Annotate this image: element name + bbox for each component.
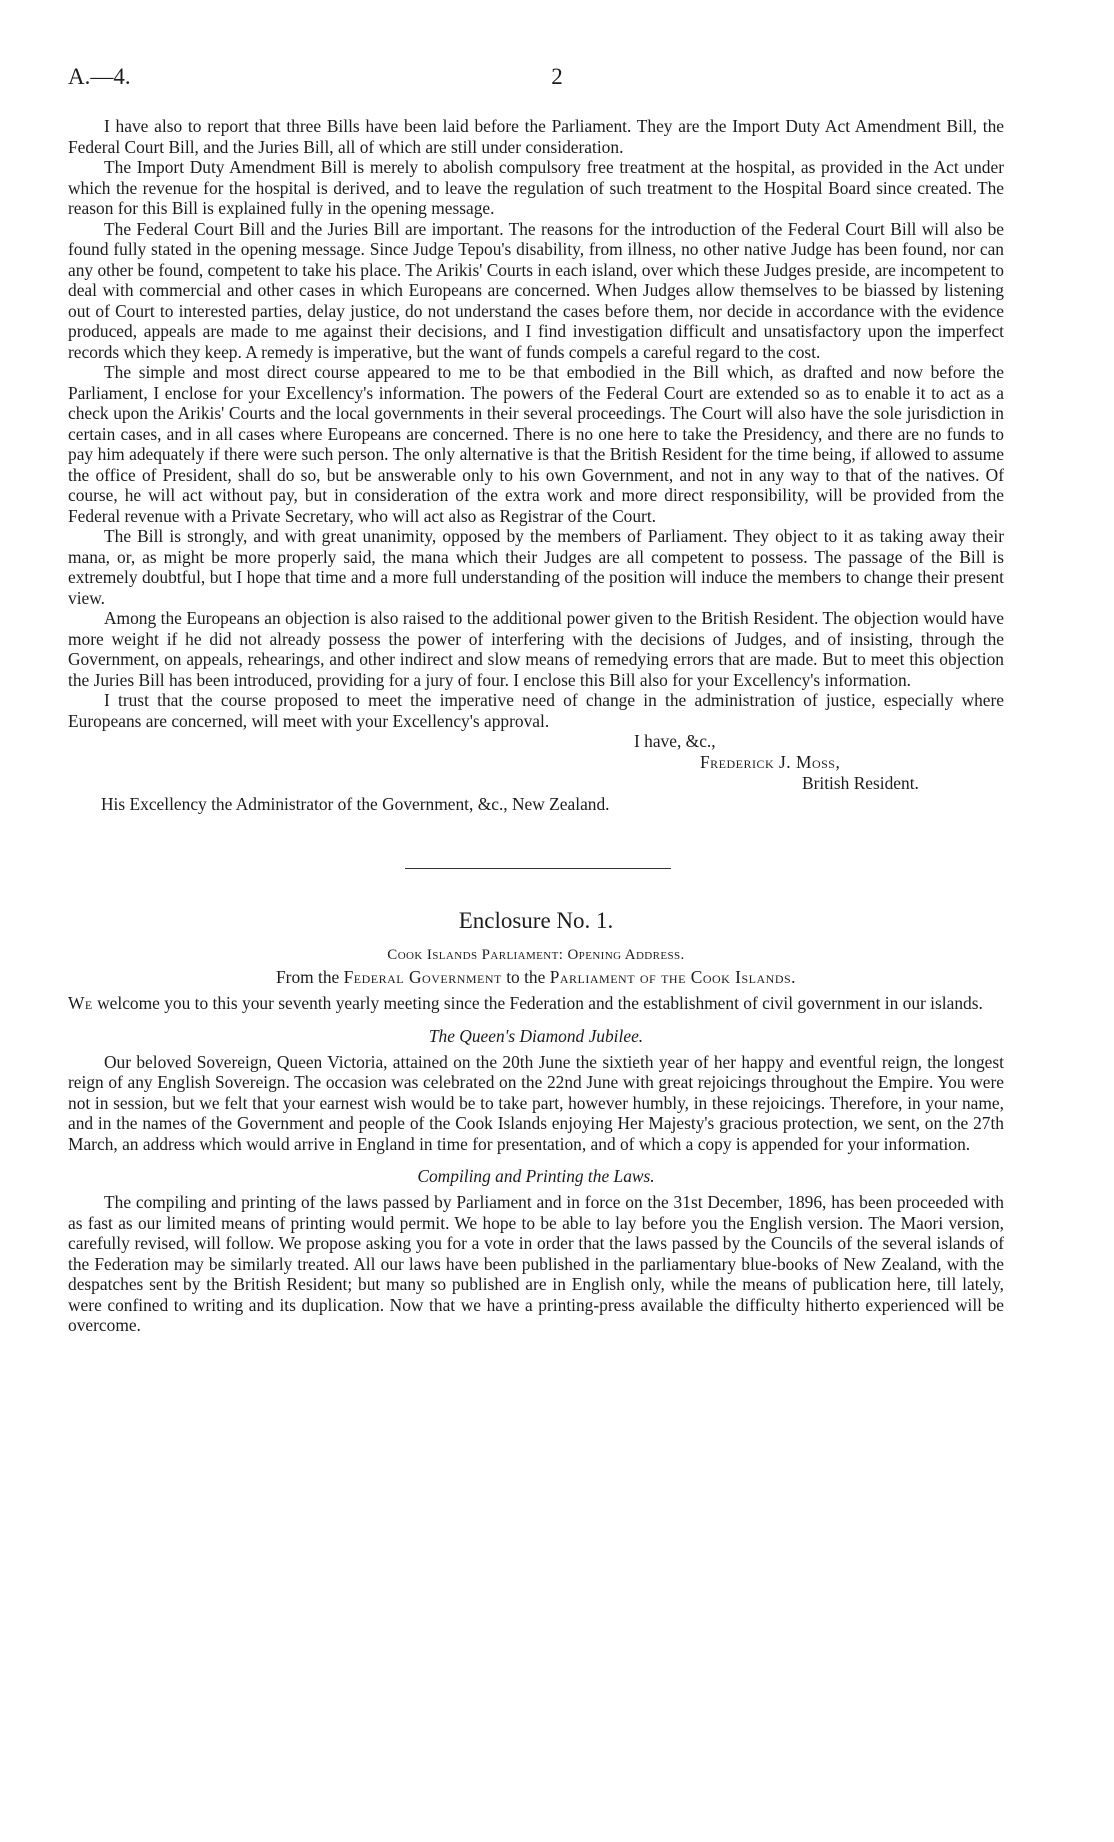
page-number: 2 [551,64,563,89]
enclosure-subtitle: Cook Islands Parliament: Opening Address. [387,947,685,963]
paragraph: The Import Duty Amendment Bill is merely to abolish compulsory free treatment at the hospital, as provided in the Act under which the revenue for the hospital is derived, and to leave the regulation of such treatment to the Hospital Board since created. The reason for this Bill is explained fully in the opening message. [68,157,1004,218]
section-paragraph: The compiling and printing of the laws passed by Parliament and in force on the 31st December, 1896, has been proceeded with as fast as our limited means of printing would permit. We hope to be able to lay before you the English version. The Maori version, carefully revised, will follow. We propose asking you for a vote in order that the laws passed by the Councils of the several islands of the Federation may be similarly treated. All our laws have been published in the parliamentary blue-books of New Zealand, with the despatches sent by the British Resident; but many so published are in English only, while the means of publication here, till lately, were confined to writing and its duplication. Now that we have a printing-press available the difficulty hitherto experienced will be overcome. [68,1192,1004,1335]
paragraph: The Bill is strongly, and with great unanimity, opposed by the members of Parliament. They object to it as taking away their mana, or, as might be more properly said, the mana which their Judges are all competent to possess. The passage of the Bill is extremely doubtful, but I hope that time and a more full understanding of the position will induce the members to change their present view. [68,526,1004,608]
page-body [68,116,1004,1336]
enclosure-from-line [68,966,1004,989]
section-heading: The Queen's Diamond Jubilee. [428,1025,644,1046]
paragraph: I have also to report that three Bills have been laid before the Parliament. They are the Import Duty Act Amendment Bill, the Federal Court Bill, and the Juries Bill, all of which are still under consideration. [68,116,1004,157]
to-body: Parliament of the Cook Islands. [549,967,797,987]
from-body: Federal Government [343,967,502,987]
section-paragraph: Our beloved Sovereign, Queen Victoria, attained on the 20th June the sixtieth year of her happy and eventful reign, the longest reign of any English Sovereign. The occasion was celebrated on the 22nd June with great rejoicings throughout the Empire. You were not in session, but we felt that your earnest wish would be to take part, however humbly, in these rejoicings. Therefore, in your name, and in the names of the Government and people of the Cook Islands enjoying Her Majesty's gracious protection, we sent, on the 27th March, an address which would arrive in England in time for presentation, and of which a copy is appended for your information. [68,1051,1004,1154]
signatory-name: Frederick J. Moss, [700,752,841,772]
welcome-paragraph [68,993,1004,1014]
page-header [68,64,1046,94]
paragraph: The simple and most direct course appeared to me to be that embodied in the Bill which, as drafted and now before the Parliament, I enclose for your Excellency's information. The powers of the Federal Court are extended so as to enable it to act as a check upon the Arikis' Courts and the local governments in their several proceedings. The Court will also have the sole jurisdiction in certain cases, and in all cases where Europeans are concerned. There is no one here to take the Presidency, and there are no funds to pay him adequately if there were such person. The only alternative is that the British Resident for the time being, if allowed to assume the office of President, shall do so, but be answerable only to his own Government, and not in any way to that of the natives. Of course, he will act without pay, but in consideration of the extra work and more direct responsibility, will be provided from the Federal revenue with a Private Secretary, who will act also as Registrar of the Court. [68,362,1004,526]
from-word: From the [275,967,340,987]
section-divider [405,868,671,869]
document-code: A.—4. [68,64,131,89]
to-word: to the [506,967,546,987]
paragraph: The Federal Court Bill and the Juries Bill are important. The reasons for the introduction of the Federal Court Bill will also be found fully stated in the opening message. Since Judge Tepou's disability, from illness, no other native Judge has been found, nor can any other be found, competent to take his place. The Arikis' Courts in each island, over which these Judges preside, are incompetent to deal with commercial and other cases in which Europeans are concerned. When Judges allow themselves to be biassed by listening out of Court to interested parties, delay justice, do not understand the cases before them, nor decide in accordance with the evidence produced, appeals are made to me against their decisions, and I find investigation difficult and unsatisfactory upon the imperfect records which they keep. A remedy is imperative, but the want of funds compels a careful regard to the cost. [68,218,1004,362]
welcome-first-word: We [68,993,93,1013]
paragraph: I trust that the course proposed to meet the imperative need of change in the administration of justice, especially where Europeans are concerned, will meet with your Excellency's approval. [68,690,1004,731]
paragraph: Among the Europeans an objection is also raised to the additional power given to the British Resident. The objection would have more weight if he did not already possess the power of interfering with the decisions of Judges, and of insisting, through the Government, on appeals, rehearings, and other indirect and slow means of remedying errors that are made. But to meet this objection the Juries Bill has been introduced, providing for a jury of four. I enclose this Bill also for your Excellency's information. [68,608,1004,690]
addressee: His Excellency the Administrator of the Government, &c., New Zealand. [101,794,610,814]
signature-block [68,731,1004,815]
signatory-title: British Resident. [802,773,919,793]
closing: I have, &c., [634,731,716,751]
welcome-text: welcome you to this your seventh yearly meeting since the Federation and the establishment of civil government in our islands. [92,993,983,1013]
section-heading: Compiling and Printing the Laws. [417,1166,655,1186]
enclosure-title: Enclosure No. 1. [458,908,614,933]
